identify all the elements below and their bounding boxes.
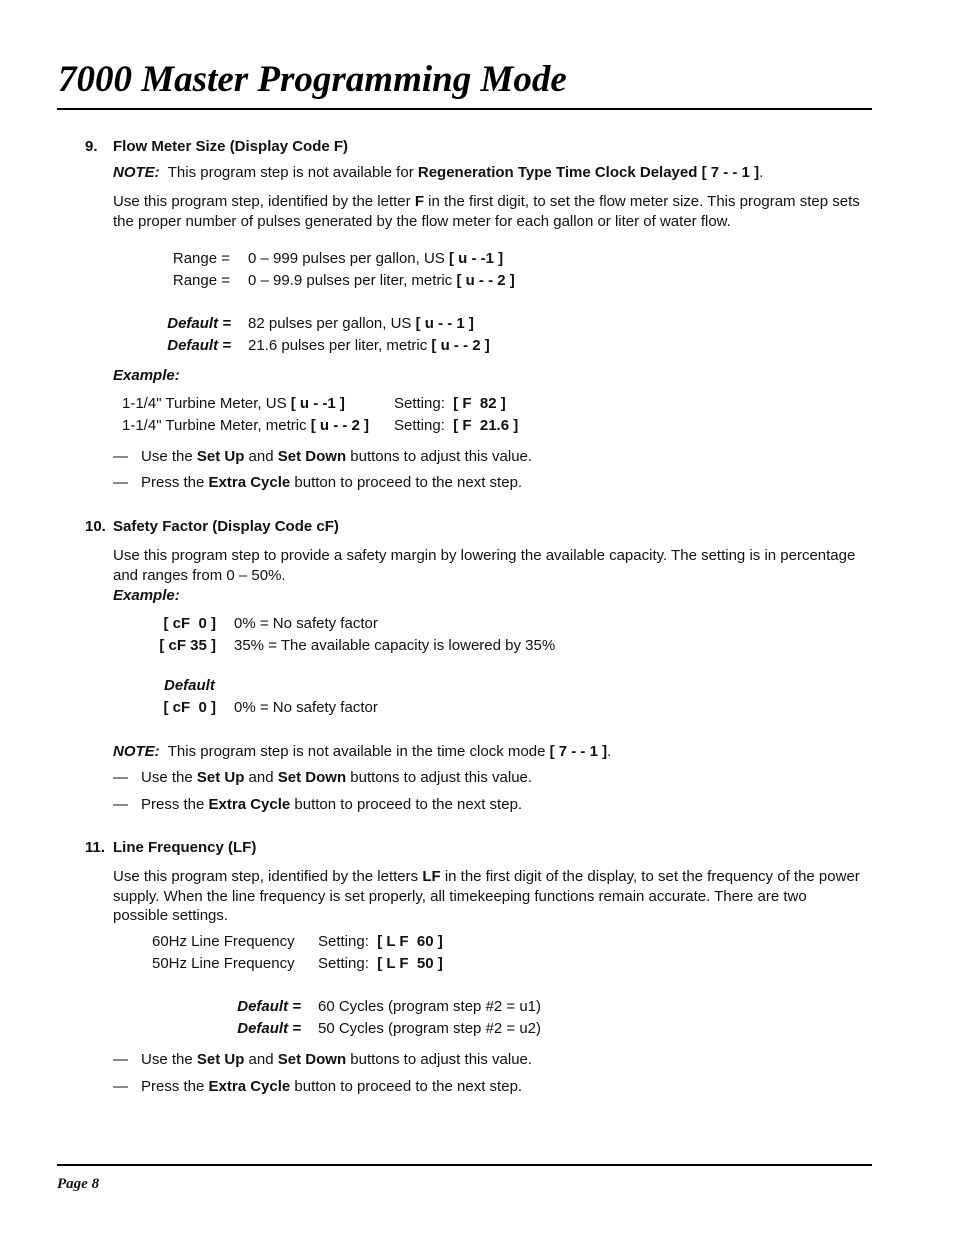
- s9-bullet-adjust: [141, 448, 532, 465]
- s9-default2: [248, 337, 490, 354]
- txt-use-the: Use the: [141, 769, 197, 786]
- s9-bullet-proceed: [141, 474, 522, 491]
- footer-rule: [57, 1164, 872, 1166]
- page-title: 7000 Master Programming Mode: [58, 59, 567, 100]
- s10-number: 10.: [85, 518, 106, 535]
- txt-buttons-adjust: buttons to adjust this value.: [346, 448, 533, 465]
- txt-press-the: Press the: [141, 1078, 209, 1095]
- s10-dash2: —: [113, 796, 128, 813]
- s10-default-label: Default: [164, 677, 215, 694]
- s11-default1-text: 60 Cycles (program step #2 = u1): [318, 998, 542, 1015]
- s11-para-bold: LF: [422, 868, 441, 885]
- extra-cycle-label: Extra Cycle: [208, 796, 291, 813]
- s9-note-end: .: [759, 164, 764, 181]
- s10-ex1-code: [ cF 0 ]: [163, 615, 216, 632]
- s11-row1-value: [ L F 60 ]: [377, 933, 443, 950]
- set-down-label: Set Down: [277, 448, 347, 465]
- txt-button-proceed: button to proceed to the next step.: [290, 796, 523, 813]
- txt-and: and: [244, 448, 278, 465]
- s9-example2: [122, 417, 369, 434]
- page-number: Page 8: [57, 1176, 100, 1192]
- txt-press-the: Press the: [141, 474, 209, 491]
- txt-buttons-adjust: buttons to adjust this value.: [346, 1051, 533, 1068]
- txt-press-the: Press the: [141, 796, 209, 813]
- s9-ex1-code: [ u - -1 ]: [290, 395, 345, 412]
- s9-ex1-setting-row: [394, 395, 506, 412]
- s10-note-label: NOTE:: [113, 743, 160, 760]
- set-up-label: Set Up: [196, 1051, 245, 1068]
- s9-ex2-value: [ F 21.6 ]: [453, 417, 519, 434]
- txt-and: and: [244, 769, 278, 786]
- txt-buttons-adjust: buttons to adjust this value.: [346, 769, 533, 786]
- s11-heading: Line Frequency (LF): [113, 839, 257, 856]
- extra-cycle-label: Extra Cycle: [208, 474, 291, 491]
- txt-button-proceed: button to proceed to the next step.: [290, 1078, 523, 1095]
- s10-example-label: Example:: [113, 587, 180, 604]
- s11-default1-label: Default =: [237, 998, 301, 1015]
- s9-range2-code: [ u - - 2 ]: [456, 272, 515, 289]
- s9-range1-label: Range =: [172, 250, 230, 267]
- txt-button-proceed: button to proceed to the next step.: [290, 474, 523, 491]
- s11-para-a: Use this program step, identified by the letters: [113, 868, 423, 885]
- s9-note-label: NOTE:: [113, 164, 160, 181]
- txt-use-the: Use the: [141, 1051, 197, 1068]
- s9-number: 9.: [85, 138, 98, 155]
- s11-dash1: —: [113, 1051, 128, 1068]
- s9-ex2-setting: Setting:: [394, 417, 454, 434]
- s9-dash1: —: [113, 448, 128, 465]
- s9-default2-text: 21.6 pulses per liter, metric: [248, 337, 432, 354]
- s11-default2-text: 50 Cycles (program step #2 = u2): [318, 1020, 542, 1037]
- s9-note: [113, 164, 763, 181]
- s9-default1-code: [ u - - 1 ]: [415, 315, 474, 332]
- s10-ex2-code: [ cF 35 ]: [159, 637, 216, 654]
- s11-para-b: in the first digit of the display, to set the frequency of the power supply. When the line frequency is set properly, all timekeeping functions remain accurate. There are two possible settings.: [113, 868, 860, 924]
- s11-row1-label: 60Hz Line Frequency: [152, 933, 295, 950]
- set-up-label: Set Up: [196, 448, 245, 465]
- s11-number: 11.: [85, 839, 106, 856]
- s11-row2-setting-row: [318, 955, 443, 972]
- s9-ex1-value: [ F 82 ]: [453, 395, 506, 412]
- s11-default2-label: Default =: [237, 1020, 301, 1037]
- txt-and: and: [244, 1051, 278, 1068]
- s10-note-bold: [ 7 - - 1 ]: [549, 743, 608, 760]
- s9-default2-code: [ u - - 2 ]: [431, 337, 490, 354]
- s9-ex2-code: [ u - - 2 ]: [310, 417, 370, 434]
- s9-range2-text: 0 – 99.9 pulses per liter, metric: [248, 272, 457, 289]
- s9-range2-label: Range =: [172, 272, 230, 289]
- s10-heading: Safety Factor (Display Code cF): [113, 518, 339, 535]
- s10-def-text: 0% = No safety factor: [234, 699, 378, 716]
- s9-para-bold: F: [414, 193, 424, 210]
- s11-paragraph: [113, 867, 863, 926]
- s10-dash1: —: [113, 769, 128, 786]
- extra-cycle-label: Extra Cycle: [208, 1078, 291, 1095]
- s10-ex1-text: 0% = No safety factor: [234, 615, 378, 632]
- set-down-label: Set Down: [277, 769, 347, 786]
- s9-default2-label: Default =: [167, 337, 231, 354]
- s11-dash2: —: [113, 1078, 128, 1095]
- s11-bullet-proceed: [141, 1078, 522, 1095]
- s11-row1-setting-row: [318, 933, 443, 950]
- s9-ex2-text: 1-1/4" Turbine Meter, metric: [122, 417, 311, 434]
- s9-range1-text: 0 – 999 pulses per gallon, US: [248, 250, 449, 267]
- s9-note-text: This program step is not available for: [159, 164, 418, 181]
- s9-ex1-setting: Setting:: [394, 395, 454, 412]
- s9-para-b: in the first digit, to set the flow meter size. This program step sets the proper number of pulses generated by the flow meter for each gallon or liter of water flow.: [113, 193, 860, 230]
- s9-range1: [248, 250, 503, 267]
- s9-paragraph: [113, 192, 863, 231]
- s9-default1-label: Default =: [167, 315, 231, 332]
- s11-row2-setting: Setting:: [318, 955, 378, 972]
- set-down-label: Set Down: [277, 1051, 347, 1068]
- s10-paragraph: Use this program step to provide a safety margin by lowering the available capacity. The setting is in percentage and ranges from 0 – 50%.: [113, 547, 856, 584]
- header-rule: [57, 108, 872, 110]
- set-up-label: Set Up: [196, 769, 245, 786]
- s9-ex2-setting-row: [394, 417, 518, 434]
- s9-dash2: —: [113, 474, 128, 491]
- s11-row2-value: [ L F 50 ]: [377, 955, 443, 972]
- s9-range2: [248, 272, 515, 289]
- s10-note-text: This program step is not available in the time clock mode: [159, 743, 550, 760]
- txt-use-the: Use the: [141, 448, 197, 465]
- s10-note: [113, 743, 611, 760]
- s9-default1: [248, 315, 474, 332]
- s9-example1: [122, 395, 345, 412]
- s10-ex2-text: 35% = The available capacity is lowered by 35%: [234, 637, 556, 654]
- s10-note-end: .: [607, 743, 612, 760]
- s9-para-a: Use this program step, identified by the letter: [113, 193, 415, 210]
- s11-row2-label: 50Hz Line Frequency: [152, 955, 295, 972]
- s11-row1-setting: Setting:: [318, 933, 378, 950]
- s11-bullet-adjust: [141, 1051, 532, 1068]
- s10-bullet-proceed: [141, 796, 522, 813]
- s9-heading: Flow Meter Size (Display Code F): [113, 138, 349, 155]
- s9-example-label: Example:: [113, 367, 180, 384]
- s10-bullet-adjust: [141, 769, 532, 786]
- s9-range1-code: [ u - -1 ]: [448, 250, 504, 267]
- s9-default1-text: 82 pulses per gallon, US: [248, 315, 416, 332]
- s10-def-code: [ cF 0 ]: [163, 699, 216, 716]
- s9-note-bold: Regeneration Type Time Clock Delayed [ 7 - - 1 ]: [417, 164, 760, 181]
- s9-ex1-text: 1-1/4" Turbine Meter, US: [122, 395, 291, 412]
